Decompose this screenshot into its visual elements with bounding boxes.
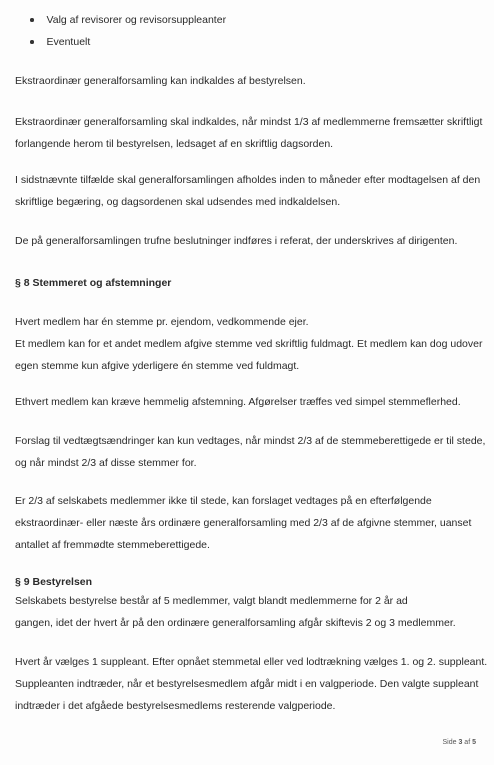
bullet-text: Valg af revisorer og revisorsuppleanter [46,14,227,26]
page-number-total: 5 [472,739,476,746]
paragraph-minutes [15,230,483,252]
paragraph-line: Er 2/3 af selskabets medlemmer ikke til stede, kan forslaget vedtages på en efterfølgende [15,495,432,507]
paragraph-substitutes [15,651,488,717]
bullet-dot-icon [30,18,34,22]
paragraph-secret-ballot [15,391,483,413]
bullet-item [30,9,226,31]
bullet-dot-icon [30,40,34,44]
heading-text: § 9 Bestyrelsen [15,576,93,588]
heading-text: § 8 Stemmeret og afstemninger [15,277,172,289]
page-number-separator: af [462,739,473,746]
paragraph-line: Forslag til vedtægtsændringer kan kun vedtages, når mindst 2/3 af de stemmeberettigede er til stede, [15,435,486,447]
paragraph-line: gangen, idet der hvert år på den ordinære generalforsamling afgår skiftevis 2 og 3 medlemmer. [15,617,456,629]
paragraph-line: Ethvert medlem kan kræve hemmelig afstemning. Afgørelser træffes ved simpel stemmeflerhed. [15,396,461,408]
paragraph-quorum [15,490,483,556]
page-number-prefix: Side [442,739,459,746]
paragraph-extraordinary-one-third [15,111,483,155]
paragraph-line: egen stemme kun afgive yderligere én stemme ved fuldmagt. [15,360,300,372]
paragraph-two-months [15,169,483,213]
paragraph-line: indtræder i det afgåede bestyrelsesmedlems resterende valgperiode. [15,700,336,712]
bullet-list [30,9,226,53]
page-number [442,739,476,746]
paragraph-line: Et medlem kan for et andet medlem afgive stemme ved skriftlig fuldmagt. Et medlem kan dog udover [15,338,483,350]
paragraph-line: og når mindst 2/3 af disse stemmer for. [15,457,197,469]
paragraph-line: Hvert år vælges 1 suppleant. Efter opnået stemmetal eller ved lodtrækning vælges 1. og 2. suppleant. [15,656,488,668]
paragraph-line: ekstraordinær- eller næste års ordinære generalforsamling med 2/3 af de afgivne stemmer, uanset [15,517,472,529]
paragraph-extraordinary-by-board [15,70,483,92]
paragraph-line: antallet af fremmødte stemmeberettigede. [15,539,210,551]
paragraph-line: I sidstnævnte tilfælde skal generalforsamlingen afholdes inden to måneder efter modtagelsen af den [15,174,481,186]
paragraph-voting-rights [15,311,483,377]
paragraph-line: Selskabets bestyrelse består af 5 medlemmer, valgt blandt medlemmerne for 2 år ad [15,595,408,607]
paragraph-line: Ekstraordinær generalforsamling kan indkaldes af bestyrelsen. [15,75,306,87]
paragraph-line: forlangende herom til bestyrelsen, ledsaget af en skriftlig dagsorden. [15,138,334,150]
section-heading-8 [15,272,483,294]
bullet-item [30,31,226,53]
bullet-text: Eventuelt [46,36,91,48]
paragraph-line: Suppleanten indtræder, når et bestyrelsesmedlem afgår midt i en valgperiode. Den valgte suppleant [15,678,479,690]
paragraph-line: De på generalforsamlingen trufne beslutninger indføres i referat, der underskrives af dirigenten. [15,235,458,247]
paragraph-board-composition [15,590,483,634]
paragraph-amendments [15,430,486,474]
paragraph-line: Ekstraordinær generalforsamling skal indkaldes, når mindst 1/3 af medlemmerne fremsætter skriftligt [15,116,483,128]
page-number-current: 3 [458,739,463,746]
paragraph-line: skriftlige begæring, og dagsordenen skal udsendes med indkaldelsen. [15,196,341,208]
paragraph-line: Hvert medlem har én stemme pr. ejendom, vedkommende ejer. [15,316,309,328]
